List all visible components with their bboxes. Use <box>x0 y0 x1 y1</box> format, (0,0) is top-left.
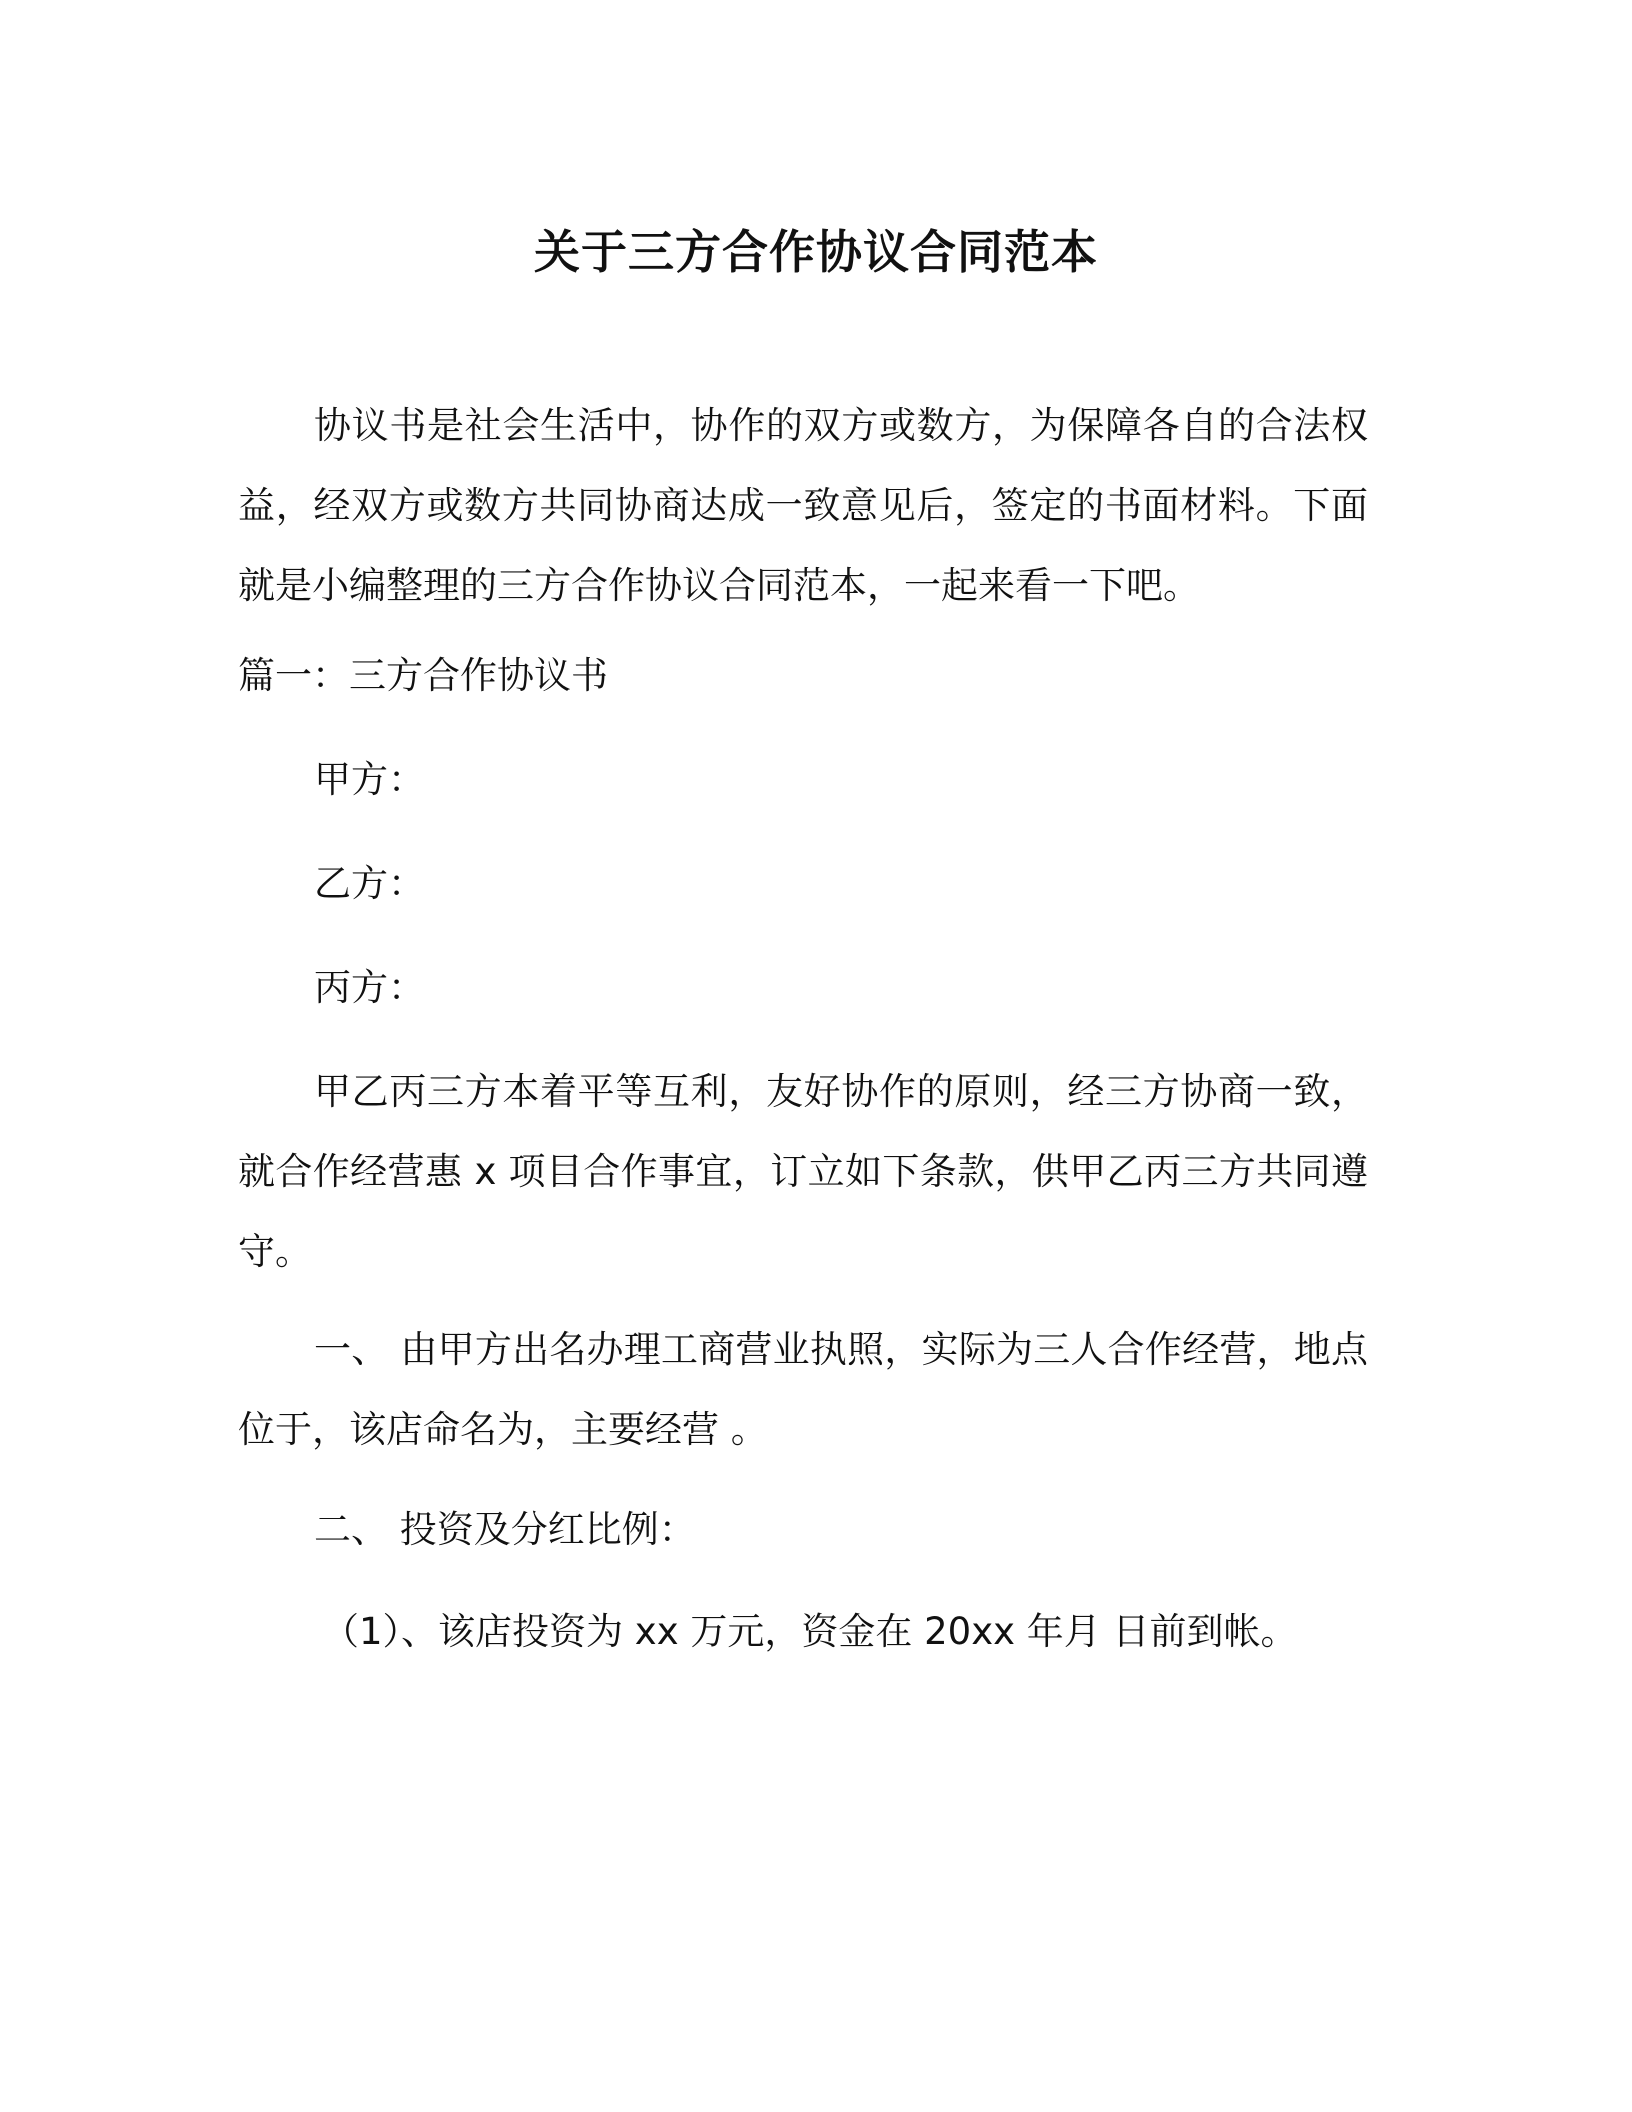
party-b-line: 乙方： <box>314 862 425 905</box>
clause-2-heading: 二、 投资及分红比例： <box>314 1508 696 1551</box>
party-c-line: 丙方： <box>314 966 425 1009</box>
clause-2-1-paragraph: （1）、该店投资为 xx 万元，资金在 20xx 年月 日前到帐。 <box>322 1610 1298 1653</box>
preamble-paragraph: 甲乙丙三方本着平等互利，友好协作的原则，经三方协商一致，就合作经营惠 x 项目合作事宜，订立如下条款，供甲乙丙三方共同遵守。 <box>238 1070 1368 1273</box>
section-heading: 篇一：三方合作协议书 <box>238 654 608 697</box>
party-a-line: 甲方： <box>314 758 425 801</box>
document-title: 关于三方合作协议合同范本 <box>534 225 1098 279</box>
intro-paragraph: 协议书是社会生活中，协作的双方或数方，为保障各自的合法权益，经双方或数方共同协商达成一致意见后，签定的书面材料。下面就是小编整理的三方合作协议合同范本，一起来看一下吧。 <box>238 404 1368 607</box>
clause-1-paragraph: 一、 由甲方出名办理工商营业执照，实际为三人合作经营，地点位于，该店命名为，主要经营 。 <box>238 1328 1368 1451</box>
